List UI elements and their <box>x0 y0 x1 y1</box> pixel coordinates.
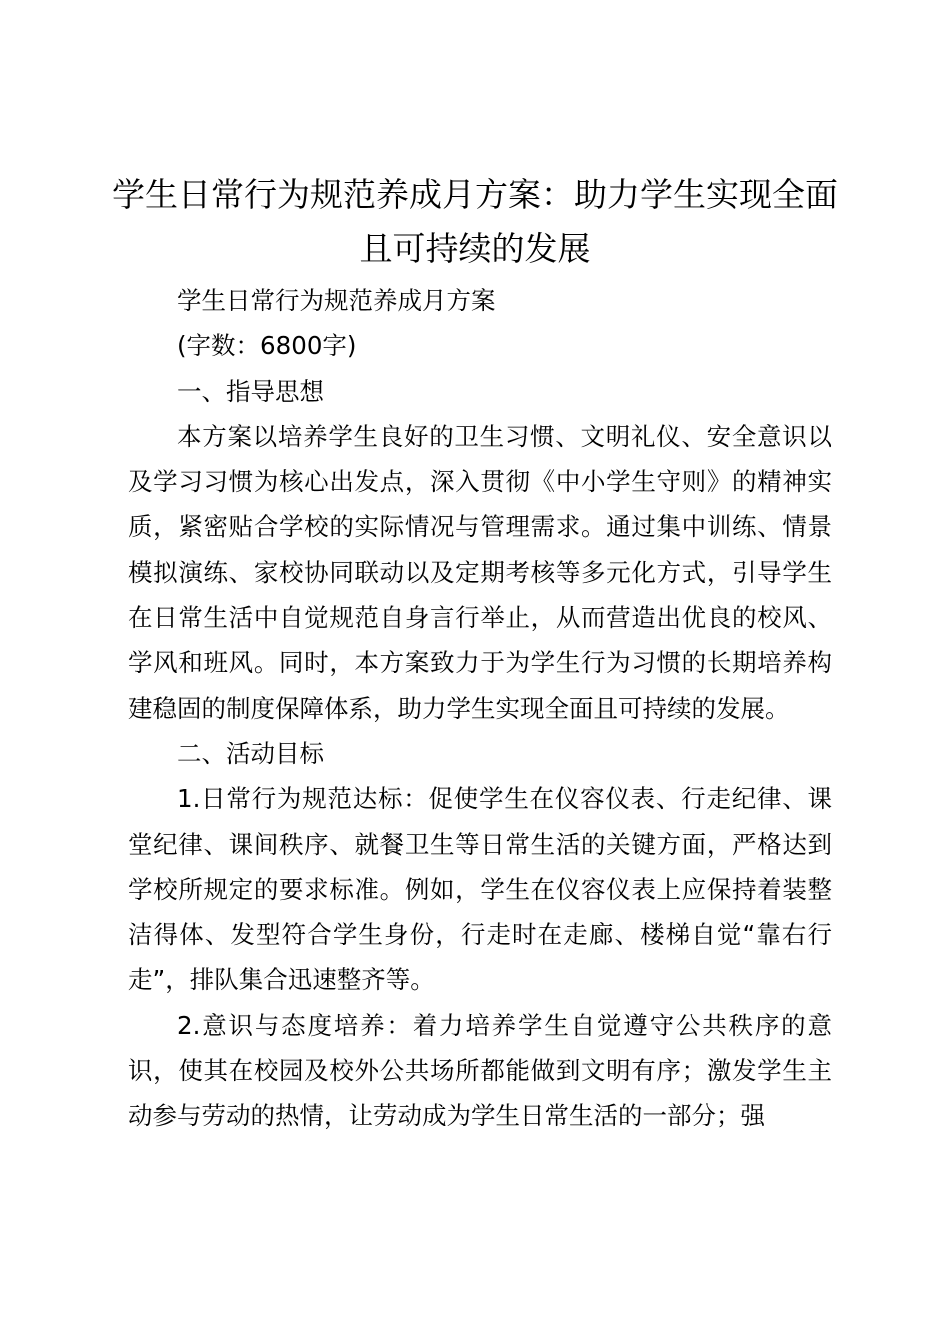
paragraph-word-count: (字数：6800字) <box>177 331 357 361</box>
document-title: 学生日常行为规范养成月方案：助力学生实现全面且可持续的发展 <box>112 175 838 268</box>
paragraph-subtitle: 学生日常行为规范养成月方案 <box>177 286 496 315</box>
document-body <box>128 278 832 1139</box>
paragraph-goal-1: 1.日常行为规范达标：促使学生在仪容仪表、行走纪律、课堂纪律、课间秩序、就餐卫生等日常生活的关键方面，严格达到学校所规定的要求标准。例如，学生在仪容仪表上应保持着装整洁得体、发型符合学生身份，行走时在走廊、楼梯自觉“靠右行走”，排队集合迅速整齐等。 <box>128 784 832 995</box>
heading-activity-goals: 二、活动目标 <box>177 738 324 768</box>
paragraph-guiding-ideology: 本方案以培养学生良好的卫生习惯、文明礼仪、安全意识以及学习习惯为核心出发点，深入贯彻《中小学生守则》的精神实质，紧密贴合学校的实际情况与管理需求。通过集中训练、情景模拟演练、家校协同联动以及定期考核等多元化方式，引导学生在日常生活中自觉规范自身言行举止，从而营造出优良的校风、学风和班风。同时，本方案致力于为学生行为习惯的长期培养构建稳固的制度保障体系，助力学生实现全面且可持续的发展。 <box>128 421 832 723</box>
heading-guiding-ideology: 一、指导思想 <box>177 376 324 406</box>
paragraph-goal-2: 2.意识与态度培养：着力培养学生自觉遵守公共秩序的意识，使其在校园及校外公共场所都能做到文明有序；激发学生主动参与劳动的热情，让劳动成为学生日常生活的一部分；强 <box>128 1010 832 1131</box>
